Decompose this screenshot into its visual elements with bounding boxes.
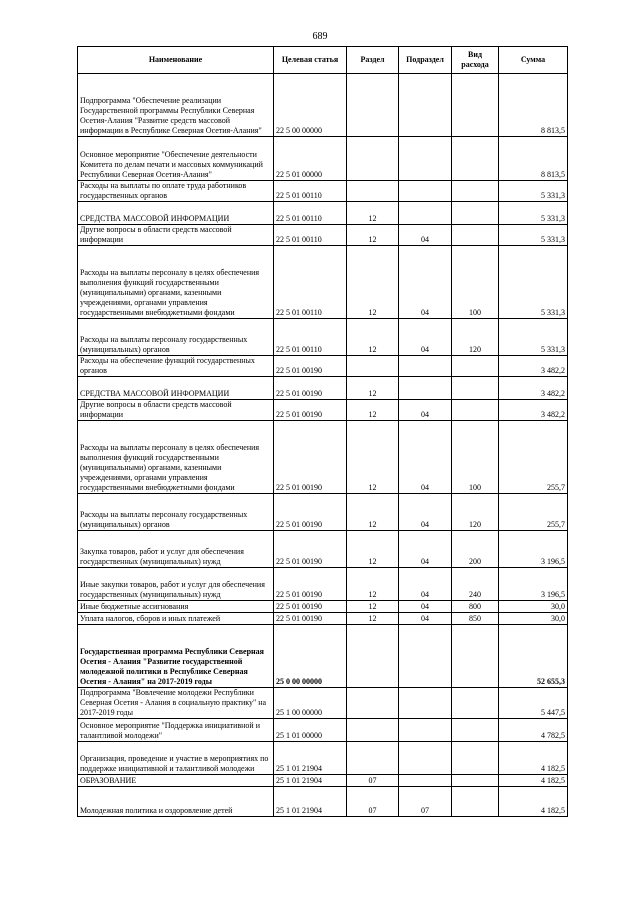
cell-amount: 255,7 bbox=[499, 494, 568, 531]
table-row bbox=[78, 225, 568, 246]
header-code: Целевая статья bbox=[274, 47, 347, 74]
table-row bbox=[78, 181, 568, 202]
cell-subsection bbox=[399, 137, 452, 181]
cell-section bbox=[347, 181, 399, 202]
cell-subsection: 04 bbox=[399, 421, 452, 494]
table-row bbox=[78, 719, 568, 742]
cell-code: 22 5 01 00190 bbox=[274, 568, 347, 601]
cell-name: Расходы на выплаты персоналу государственных (муниципальных) органов bbox=[78, 319, 274, 356]
cell-amount: 5 331,3 bbox=[499, 202, 568, 225]
cell-amount: 3 482,2 bbox=[499, 377, 568, 400]
table-row bbox=[78, 319, 568, 356]
cell-name: Другие вопросы в области средств массовой информации bbox=[78, 400, 274, 421]
cell-code: 22 5 00 00000 bbox=[274, 74, 347, 137]
cell-name: Основное мероприятие "Поддержка инициативной и талантливой молодежи" bbox=[78, 719, 274, 742]
cell-name: Расходы на выплаты персоналу государственных (муниципальных) органов bbox=[78, 494, 274, 531]
table-row bbox=[78, 494, 568, 531]
cell-amount: 30,0 bbox=[499, 601, 568, 613]
cell-section: 12 bbox=[347, 568, 399, 601]
cell-code: 25 0 00 00000 bbox=[274, 625, 347, 688]
table-row bbox=[78, 775, 568, 787]
table-row bbox=[78, 601, 568, 613]
cell-type bbox=[452, 400, 499, 421]
cell-amount: 3 196,5 bbox=[499, 568, 568, 601]
cell-name: Расходы на выплаты персоналу в целях обеспечения выполнения функций государственными (муниципальными) органами, казенными учреждениями, органами управления государственными внебюджетными фондами bbox=[78, 246, 274, 319]
cell-code: 22 5 01 00190 bbox=[274, 356, 347, 377]
table-row bbox=[78, 400, 568, 421]
cell-type bbox=[452, 688, 499, 719]
cell-amount: 3 482,2 bbox=[499, 356, 568, 377]
cell-code: 22 5 01 00190 bbox=[274, 377, 347, 400]
cell-section: 12 bbox=[347, 202, 399, 225]
cell-code: 25 1 01 21904 bbox=[274, 742, 347, 775]
cell-name: Государственная программа Республики Северная Осетия - Алания "Развитие государственной молодежной политики в Республике Северная Осетия - Алания" на 2017-2019 годы bbox=[78, 625, 274, 688]
cell-type: 850 bbox=[452, 613, 499, 625]
cell-subsection bbox=[399, 181, 452, 202]
cell-subsection bbox=[399, 202, 452, 225]
cell-type: 240 bbox=[452, 568, 499, 601]
cell-subsection bbox=[399, 719, 452, 742]
cell-section: 12 bbox=[347, 601, 399, 613]
table-row bbox=[78, 377, 568, 400]
cell-subsection: 04 bbox=[399, 531, 452, 568]
cell-type: 120 bbox=[452, 319, 499, 356]
cell-section bbox=[347, 742, 399, 775]
cell-name: Расходы на обеспечение функций государственных органов bbox=[78, 356, 274, 377]
cell-code: 22 5 01 00110 bbox=[274, 202, 347, 225]
cell-type bbox=[452, 74, 499, 137]
cell-amount: 5 331,3 bbox=[499, 246, 568, 319]
cell-code: 22 5 01 00110 bbox=[274, 181, 347, 202]
table-row bbox=[78, 613, 568, 625]
cell-code: 22 5 01 00190 bbox=[274, 494, 347, 531]
cell-name: Подпрограмма "Вовлечение молодежи Республики Северная Осетия - Алания в социальную практику" на 2017-2019 годы bbox=[78, 688, 274, 719]
cell-code: 22 5 01 00190 bbox=[274, 421, 347, 494]
cell-type: 100 bbox=[452, 246, 499, 319]
cell-name: Расходы на выплаты по оплате труда работников государственных органов bbox=[78, 181, 274, 202]
cell-subsection: 07 bbox=[399, 787, 452, 817]
cell-type bbox=[452, 225, 499, 246]
cell-section bbox=[347, 625, 399, 688]
cell-subsection: 04 bbox=[399, 494, 452, 531]
cell-subsection bbox=[399, 74, 452, 137]
cell-code: 25 1 01 21904 bbox=[274, 775, 347, 787]
cell-subsection: 04 bbox=[399, 400, 452, 421]
table-row bbox=[78, 531, 568, 568]
cell-name: Закупка товаров, работ и услуг для обеспечения государственных (муниципальных) нужд bbox=[78, 531, 274, 568]
header-amount: Сумма bbox=[499, 47, 568, 74]
cell-name: Организация, проведение и участие в мероприятиях по поддержке инициативной и талантливой молодежи bbox=[78, 742, 274, 775]
cell-subsection: 04 bbox=[399, 246, 452, 319]
cell-type bbox=[452, 137, 499, 181]
cell-type bbox=[452, 202, 499, 225]
cell-code: 22 5 01 00190 bbox=[274, 613, 347, 625]
cell-name: Иные бюджетные ассигнования bbox=[78, 601, 274, 613]
cell-subsection: 04 bbox=[399, 225, 452, 246]
cell-amount: 4 182,5 bbox=[499, 775, 568, 787]
cell-type bbox=[452, 742, 499, 775]
cell-amount: 4 782,5 bbox=[499, 719, 568, 742]
cell-section: 12 bbox=[347, 225, 399, 246]
table-row bbox=[78, 137, 568, 181]
cell-code: 22 5 01 00110 bbox=[274, 319, 347, 356]
cell-subsection bbox=[399, 625, 452, 688]
cell-section: 07 bbox=[347, 787, 399, 817]
cell-subsection bbox=[399, 377, 452, 400]
table-row bbox=[78, 568, 568, 601]
cell-name: Расходы на выплаты персоналу в целях обеспечения выполнения функций государственными (муниципальными) органами, казенными учреждениями, органами управления государственными внебюджетными фондами bbox=[78, 421, 274, 494]
cell-type: 100 bbox=[452, 421, 499, 494]
cell-type bbox=[452, 356, 499, 377]
cell-type: 800 bbox=[452, 601, 499, 613]
cell-subsection: 04 bbox=[399, 319, 452, 356]
cell-amount: 5 447,5 bbox=[499, 688, 568, 719]
cell-amount: 3 196,5 bbox=[499, 531, 568, 568]
cell-section: 12 bbox=[347, 494, 399, 531]
cell-amount: 4 182,5 bbox=[499, 787, 568, 817]
cell-section bbox=[347, 719, 399, 742]
cell-amount: 5 331,3 bbox=[499, 225, 568, 246]
cell-name: ОБРАЗОВАНИЕ bbox=[78, 775, 274, 787]
cell-amount: 30,0 bbox=[499, 613, 568, 625]
cell-amount: 255,7 bbox=[499, 421, 568, 494]
table-row bbox=[78, 356, 568, 377]
cell-section bbox=[347, 137, 399, 181]
cell-type bbox=[452, 787, 499, 817]
cell-name: СРЕДСТВА МАССОВОЙ ИНФОРМАЦИИ bbox=[78, 377, 274, 400]
cell-type bbox=[452, 775, 499, 787]
cell-code: 25 1 01 00000 bbox=[274, 719, 347, 742]
table-row bbox=[78, 688, 568, 719]
cell-amount: 52 655,3 bbox=[499, 625, 568, 688]
cell-section bbox=[347, 74, 399, 137]
cell-name: СРЕДСТВА МАССОВОЙ ИНФОРМАЦИИ bbox=[78, 202, 274, 225]
cell-section bbox=[347, 688, 399, 719]
header-subsection: Подраздел bbox=[399, 47, 452, 74]
cell-subsection: 04 bbox=[399, 568, 452, 601]
page-number: 689 bbox=[312, 31, 328, 42]
table-row bbox=[78, 246, 568, 319]
header-name: Наименование bbox=[78, 47, 274, 74]
cell-type bbox=[452, 625, 499, 688]
cell-code: 22 5 01 00190 bbox=[274, 531, 347, 568]
cell-code: 22 5 01 00110 bbox=[274, 225, 347, 246]
table-row bbox=[78, 74, 568, 137]
cell-amount: 4 182,5 bbox=[499, 742, 568, 775]
cell-name: Иные закупки товаров, работ и услуг для обеспечения государственных (муниципальных) нужд bbox=[78, 568, 274, 601]
cell-amount: 5 331,3 bbox=[499, 181, 568, 202]
cell-section: 12 bbox=[347, 613, 399, 625]
cell-name: Уплата налогов, сборов и иных платежей bbox=[78, 613, 274, 625]
cell-subsection bbox=[399, 742, 452, 775]
cell-code: 22 5 01 00000 bbox=[274, 137, 347, 181]
cell-subsection: 04 bbox=[399, 601, 452, 613]
cell-amount: 8 813,5 bbox=[499, 137, 568, 181]
table-row bbox=[78, 787, 568, 817]
cell-section: 12 bbox=[347, 319, 399, 356]
cell-code: 22 5 01 00110 bbox=[274, 246, 347, 319]
cell-subsection bbox=[399, 356, 452, 377]
table-row bbox=[78, 202, 568, 225]
cell-section: 12 bbox=[347, 400, 399, 421]
cell-code: 25 1 00 00000 bbox=[274, 688, 347, 719]
cell-type: 200 bbox=[452, 531, 499, 568]
cell-section: 12 bbox=[347, 531, 399, 568]
cell-section bbox=[347, 356, 399, 377]
cell-subsection bbox=[399, 688, 452, 719]
cell-section: 12 bbox=[347, 421, 399, 494]
header-section: Раздел bbox=[347, 47, 399, 74]
cell-subsection bbox=[399, 775, 452, 787]
cell-amount: 5 331,3 bbox=[499, 319, 568, 356]
table-row bbox=[78, 625, 568, 688]
header-expense-type: Вид расхода bbox=[452, 47, 499, 74]
cell-type bbox=[452, 181, 499, 202]
table-header-row bbox=[78, 47, 568, 74]
budget-table bbox=[77, 46, 568, 817]
cell-type bbox=[452, 377, 499, 400]
cell-name: Основное мероприятие "Обеспечение деятельности Комитета по делам печати и массовых коммуникаций Республики Северная Осетия-Алания" bbox=[78, 137, 274, 181]
cell-section: 07 bbox=[347, 775, 399, 787]
cell-section: 12 bbox=[347, 377, 399, 400]
cell-code: 22 5 01 00190 bbox=[274, 400, 347, 421]
cell-section: 12 bbox=[347, 246, 399, 319]
cell-amount: 3 482,2 bbox=[499, 400, 568, 421]
table-row bbox=[78, 742, 568, 775]
cell-type: 120 bbox=[452, 494, 499, 531]
cell-name: Подпрограмма "Обеспечение реализации Государственной программы Республики Северная Осетия-Алания "Развитие средств массовой информации в Республике Северная Осетия-Алания" bbox=[78, 74, 274, 137]
cell-code: 25 1 01 21904 bbox=[274, 787, 347, 817]
cell-name: Другие вопросы в области средств массовой информации bbox=[78, 225, 274, 246]
cell-subsection: 04 bbox=[399, 613, 452, 625]
cell-type bbox=[452, 719, 499, 742]
cell-code: 22 5 01 00190 bbox=[274, 601, 347, 613]
table-row bbox=[78, 421, 568, 494]
cell-name: Молодежная политика и оздоровление детей bbox=[78, 787, 274, 817]
cell-amount: 8 813,5 bbox=[499, 74, 568, 137]
